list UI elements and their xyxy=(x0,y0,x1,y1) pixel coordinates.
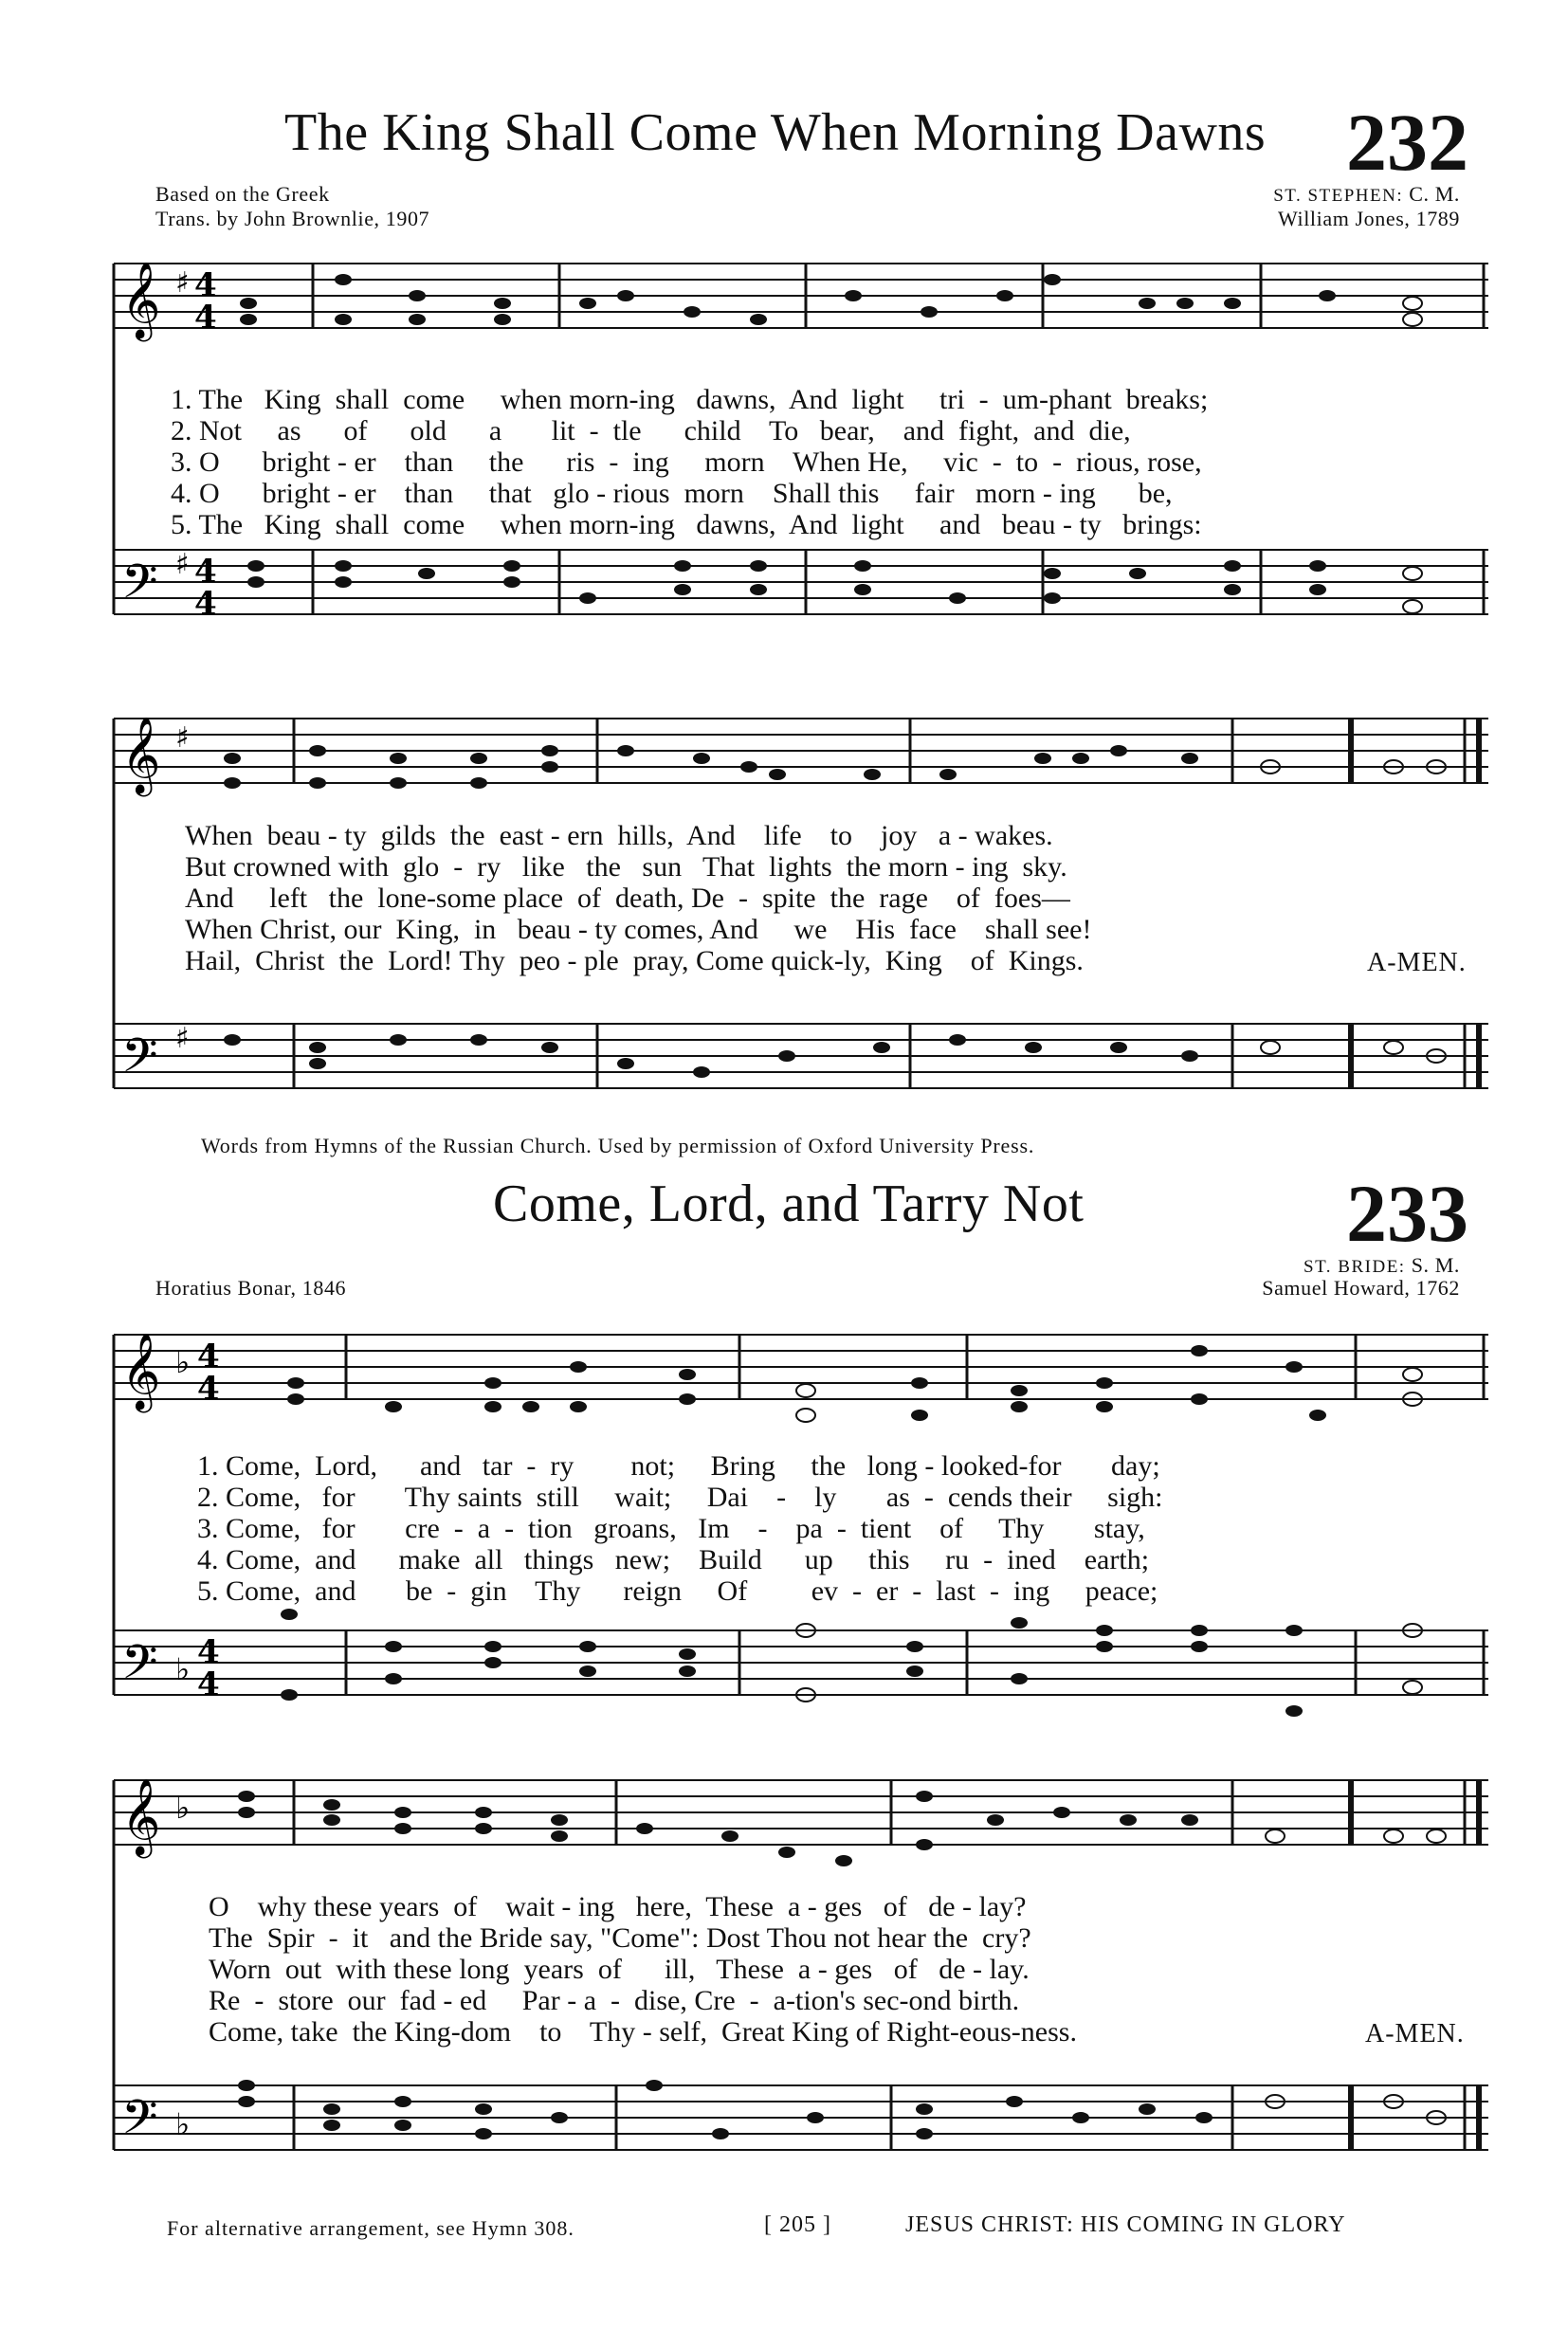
svg-text:♯: ♯ xyxy=(175,266,190,300)
svg-text:𝄢: 𝄢 xyxy=(121,1635,158,1702)
svg-text:𝄞: 𝄞 xyxy=(121,1777,161,1855)
hymn-232-treble-staff-1 xyxy=(114,264,1488,328)
lyric-line: When Christ, our King, in beau - ty comes, And we His face shall see! xyxy=(185,914,1092,945)
hymn-233-lyrics-2 xyxy=(209,1891,1077,2048)
svg-text:♯: ♯ xyxy=(175,1022,190,1055)
svg-text:4: 4 xyxy=(197,1666,220,1703)
hymn-232-bass-staff-1 xyxy=(114,550,1488,614)
svg-text:𝄢: 𝄢 xyxy=(121,1028,158,1095)
footer-alt-arrangement: For alternative arrangement, see Hymn 308. xyxy=(167,2216,574,2240)
footer-page-number: [ 205 ] xyxy=(764,2212,831,2237)
hymn-233-tune-name: ST. BRIDE: xyxy=(1304,1257,1406,1277)
hymn-233-meter: S. M. xyxy=(1411,1253,1460,1277)
hymn-232-lyrics-1 xyxy=(171,384,1208,540)
lyric-line: 3. Come, for cre - a - tion groans, Im - pa - tient of Thy stay, xyxy=(197,1513,1145,1544)
lyric-line: O why these years of wait - ing here, These a - ges of de - lay? xyxy=(209,1891,1027,1922)
lyric-line: 2. Come, for Thy saints still wait; Dai - ly as - cends their sigh: xyxy=(197,1482,1163,1513)
svg-text:𝄞: 𝄞 xyxy=(121,716,161,793)
svg-text:𝄢: 𝄢 xyxy=(121,2090,158,2157)
lyric-line: The Spir - it and the Bride say, "Come": Dost Thou not hear the cry? xyxy=(209,1922,1031,1954)
svg-text:4: 4 xyxy=(194,585,217,623)
svg-text:𝄞: 𝄞 xyxy=(121,1332,161,1410)
hymn-232-text-credit-2: Trans. by John Brownlie, 1907 xyxy=(155,207,430,230)
hymn-233-number: 233 xyxy=(1346,1168,1468,1259)
lyric-line: And left the lone-some place of death, De - spite the rage of foes— xyxy=(185,883,1070,914)
lyric-line: Re - store our fad - ed Par - a - dise, Cre - a-tion's sec-ond birth. xyxy=(209,1985,1020,2016)
hymn-232-title: The King Shall Come When Morning Dawns xyxy=(284,103,1267,162)
hymn-232-lyrics-2 xyxy=(185,820,1091,976)
lyric-line: 5. The King shall come when morn-ing dawns, And light and beau - ty brings: xyxy=(171,509,1202,540)
lyric-line: Hail, Christ the Lord! Thy peo - ple pray, Come quick-ly, King of Kings. xyxy=(185,945,1084,976)
hymn-233-lyrics-1 xyxy=(197,1450,1163,1607)
bass-clef-icon: 𝄢 xyxy=(121,555,158,621)
hymn-232-permission: Words from Hymns of the Russian Church. Used by permission of Oxford University Press. xyxy=(201,1134,1035,1157)
svg-text:4: 4 xyxy=(197,1370,220,1408)
svg-text:♯: ♯ xyxy=(175,548,190,581)
treble-clef-icon: 𝄞 xyxy=(121,261,161,338)
svg-text:4: 4 xyxy=(194,299,217,337)
hymn-232-text-credit-1: Based on the Greek xyxy=(155,182,330,206)
svg-text:♭: ♭ xyxy=(175,1344,191,1380)
footer-section: JESUS CHRIST: HIS COMING IN GLORY xyxy=(905,2212,1346,2237)
hymn-233-text-credit: Horatius Bonar, 1846 xyxy=(155,1276,347,1300)
lyric-line: 1. The King shall come when morn-ing dawns, And light tri - um-phant breaks; xyxy=(171,384,1209,415)
svg-text:4: 4 xyxy=(194,553,217,591)
hymn-233-title: Come, Lord, and Tarry Not xyxy=(493,1174,1085,1233)
lyric-line: Worn out with these long years of ill, These a - ges of de - lay. xyxy=(209,1954,1030,1985)
hymn-233-composer: Samuel Howard, 1762 xyxy=(1262,1276,1460,1300)
lyric-line: 2. Not as of old a lit - tle child To bear, and fight, and die, xyxy=(171,415,1131,446)
svg-text:♯: ♯ xyxy=(175,721,190,755)
lyric-line: 3. O bright - er than the ris - ing morn When He, vic - to - rious, rose, xyxy=(171,446,1202,478)
svg-text:♭: ♭ xyxy=(175,1651,191,1687)
hymn-232-number: 232 xyxy=(1346,97,1468,188)
hymn-233-amen: A-MEN. xyxy=(1365,2019,1465,2048)
svg-text:4: 4 xyxy=(197,1633,220,1671)
lyric-line: Come, take the King-dom to Thy - self, Great King of Right-eous-ness. xyxy=(209,2016,1077,2048)
hymn-232-composer: William Jones, 1789 xyxy=(1278,207,1460,230)
hymn-232-tune-name: ST. STEPHEN: xyxy=(1273,186,1404,206)
hymn-232-meter: C. M. xyxy=(1409,182,1460,206)
lyric-line: 5. Come, and be - gin Thy reign Of ev - er - last - ing peace; xyxy=(197,1575,1158,1607)
lyric-line: 1. Come, Lord, and tar - ry not; Bring the long - looked-for day; xyxy=(197,1450,1160,1482)
lyric-line: 4. Come, and make all things new; Build up this ru - ined earth; xyxy=(197,1544,1150,1575)
svg-text:♭: ♭ xyxy=(175,2106,191,2142)
svg-text:♭: ♭ xyxy=(175,1790,191,1826)
hymn-232-amen: A-MEN. xyxy=(1367,948,1467,977)
hymn-232-tune xyxy=(1194,182,1460,209)
lyric-line: When beau - ty gilds the east - ern hills, And life to joy a - wakes. xyxy=(185,820,1053,851)
svg-text:4: 4 xyxy=(197,1338,220,1375)
lyric-line: But crowned with glo - ry like the sun That lights the morn - ing sky. xyxy=(185,851,1067,883)
lyric-line: 4. O bright - er than that glo - rious morn Shall this fair morn - ing be, xyxy=(171,478,1173,509)
svg-text:4: 4 xyxy=(194,266,217,304)
